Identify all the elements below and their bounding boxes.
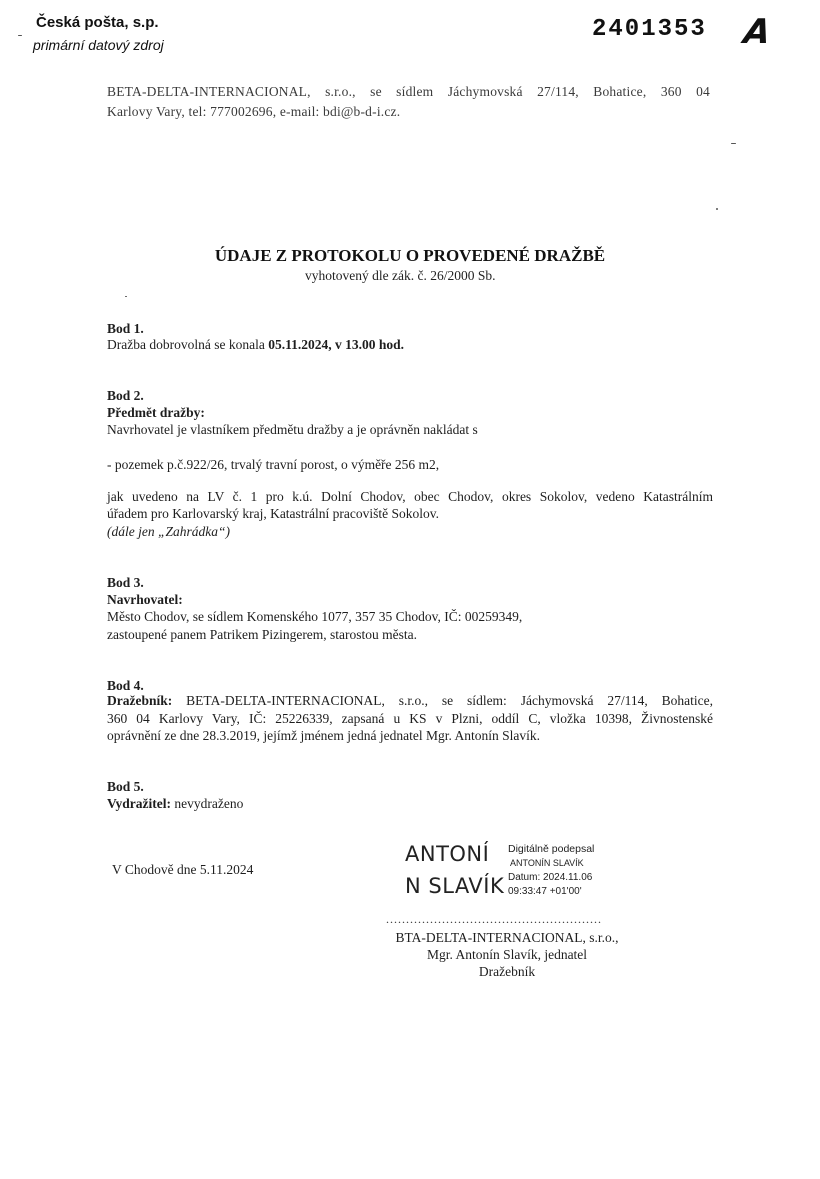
signature-company: BTA-DELTA-INTERNACIONAL, s.r.o., — [395, 930, 619, 945]
signature-meta-line1: Digitálně podepsal — [508, 843, 595, 855]
bod5-value: nevydraženo — [171, 796, 244, 811]
letterhead-word: sídlem — [396, 84, 434, 99]
bod3-heading: Bod 3. — [107, 575, 144, 590]
stamp-organization: Česká pošta, s.p. — [36, 14, 159, 31]
letterhead-word: Jáchymovská — [447, 84, 523, 99]
bod5-heading: Bod 5. — [107, 779, 144, 794]
bod2-line1: Navrhovatel je vlastníkem předmětu dražby a je oprávněn nakládat s — [107, 422, 478, 437]
bod4-label: Dražebník: — [107, 693, 173, 708]
bod4-heading: Bod 4. — [107, 678, 144, 693]
bod1-text — [107, 336, 404, 354]
bod2-para-line2: úřadem pro Karlovarský kraj, Katastrální pracoviště Sokolov. — [107, 506, 440, 521]
bod1-text-prefix: Dražba dobrovolná se konala — [107, 337, 269, 352]
bod2-note: (dále jen „Zahrádka“) — [107, 524, 230, 539]
bod5-label: Vydražitel: — [107, 796, 171, 811]
stamp-source: primární datový zdroj — [33, 37, 164, 53]
letterhead-line-1 — [107, 84, 710, 100]
signature-meta-line4: 09:33:47 +01'00' — [508, 886, 582, 897]
signature-name-line1: ANTONÍ — [405, 842, 490, 866]
letterhead-line-2: Karlovy Vary, tel: 777002696, e-mail: bdi@b-d-i.cz. — [107, 104, 401, 119]
bod2-item: - pozemek p.č.922/26, trvalý travní porost, o výměře 256 m2, — [107, 457, 440, 472]
letterhead-word: 360 — [660, 84, 682, 99]
signature-role: Dražebník — [478, 964, 536, 979]
bod4-line3: oprávnění ze dne 28.3.2019, jejímž jménem jedná jednatel Mgr. Antonín Slavík. — [107, 728, 541, 743]
bod5-line — [107, 795, 243, 813]
scan-speck — [731, 143, 736, 144]
bod2-subheading: Předmět dražby: — [107, 405, 205, 420]
bod3-subheading: Navrhovatel: — [107, 592, 183, 607]
signature-dotted-line: ...................................................... — [386, 912, 602, 926]
letterhead-word: 04 — [696, 84, 710, 99]
letterhead-word: s.r.o., — [325, 84, 356, 99]
bod4-line1 — [107, 692, 713, 710]
bod1-date-time: 05.11.2024, v 13.00 hod. — [268, 337, 404, 352]
signature-meta-line2: ANTONÍN SLAVÍK — [510, 858, 584, 868]
bod4-line1-rest: BETA-DELTA-INTERNACIONAL, s.r.o., se sídlem: Jáchymovská 27/114, Bohatice, — [172, 693, 713, 708]
bod1-heading: Bod 1. — [107, 321, 144, 336]
bod2-heading: Bod 2. — [107, 388, 144, 403]
scan-speck — [125, 296, 127, 297]
bod4-line2: 360 04 Karlovy Vary, IČ: 25226339, zapsaná u KS v Plzni, oddíl C, vložka 10398, Živnostenské — [107, 711, 713, 726]
scan-speck — [18, 35, 22, 36]
document-letter: A — [741, 12, 774, 52]
letterhead-word: se — [370, 84, 382, 99]
document-title: ÚDAJE Z PROTOKOLU O PROVEDENÉ DRAŽBĚ — [214, 246, 606, 265]
letterhead-word: BETA-DELTA-INTERNACIONAL, — [107, 84, 311, 99]
document-number: 2401353 — [592, 16, 707, 43]
signature-meta-line3: Datum: 2024.11.06 — [508, 872, 593, 883]
document-subtitle: vyhotovený dle zák. č. 26/2000 Sb. — [305, 268, 496, 283]
bod2-para-line1: jak uvedeno na LV č. 1 pro k.ú. Dolní Chodov, obec Chodov, okres Sokolov, vedeno Katastrálním — [107, 489, 713, 504]
signature-person: Mgr. Antonín Slavík, jednatel — [426, 947, 588, 962]
bod3-line1: Město Chodov, se sídlem Komenského 1077, 357 35 Chodov, IČ: 00259349, — [107, 609, 523, 624]
signature-name-line2: N SLAVÍK — [405, 874, 505, 898]
letterhead-word: 27/114, — [537, 84, 579, 99]
bod3-line2: zastoupené panem Patrikem Pizingerem, starostou města. — [107, 627, 418, 642]
place-date: V Chodově dne 5.11.2024 — [112, 862, 254, 877]
letterhead-word: Bohatice, — [593, 84, 647, 99]
scan-speck — [716, 208, 718, 210]
